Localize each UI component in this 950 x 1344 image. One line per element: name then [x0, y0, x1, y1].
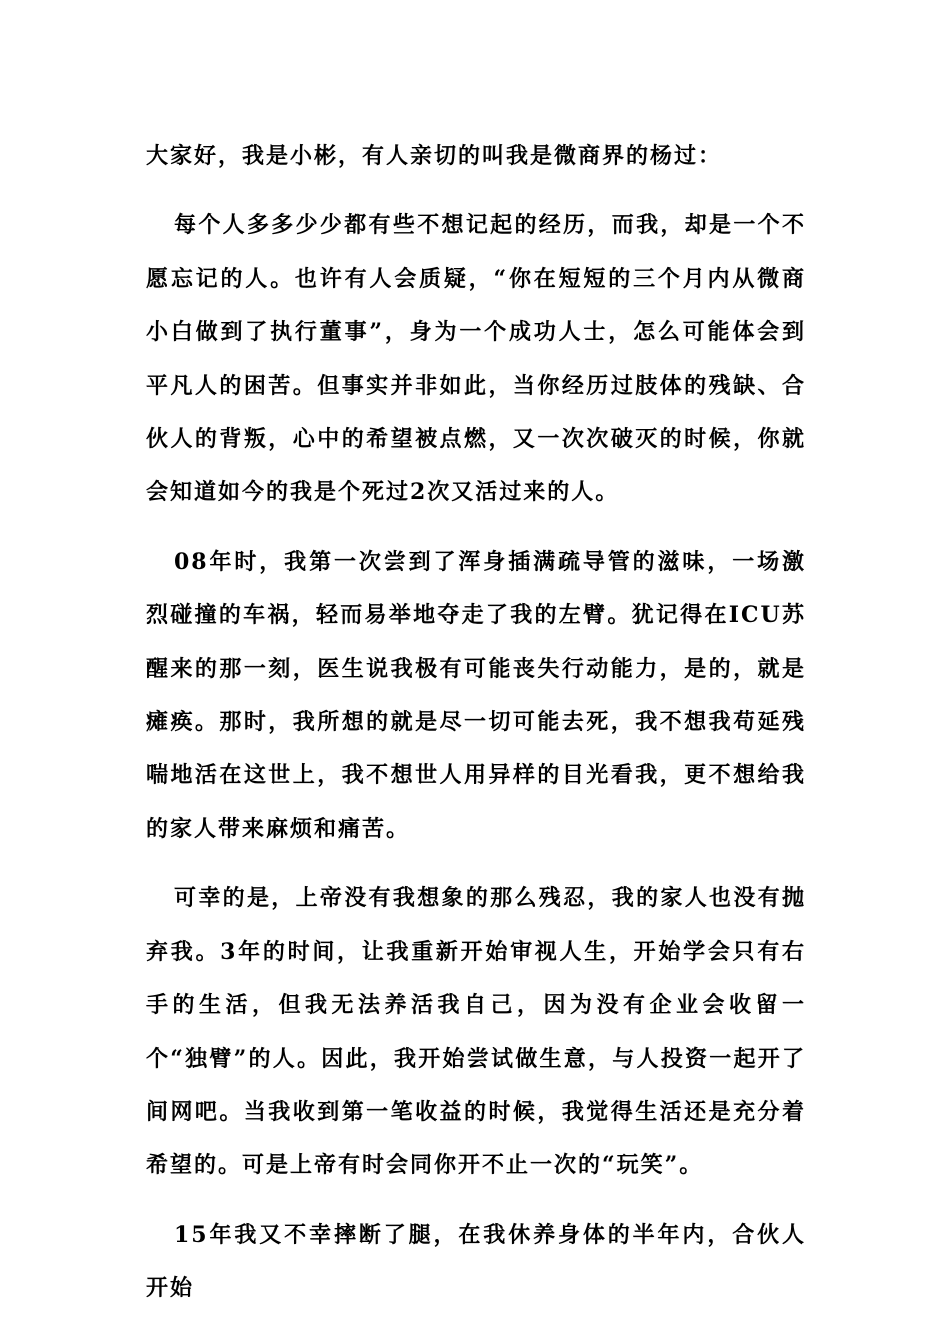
document-body	[146, 130, 806, 1332]
body-paragraph-3: 可幸的是，上帝没有我想象的那么残忍，我的家人也没有抛弃我。3年的时间，让我重新开始审视人生，开始学会只有右手的生活，但我无法养活我自己，因为没有企业会收留一个“独臂”的人。因此，我开始尝试做生意，与人投资一起开了间网吧。当我收到第一笔收益的时候，我觉得生活还是充分着希望的。可是上帝有时会同你开不止一次的“玩笑”。	[146, 885, 806, 1179]
body-paragraph-1: 每个人多多少少都有些不想记起的经历，而我，却是一个不愿忘记的人。也许有人会质疑，“你在短短的三个月内从微商小白做到了执行董事”，身为一个成功人士，怎么可能体会到平凡人的困苦。但事实并非如此，当你经历过肢体的残缺、合伙人的背叛，心中的希望被点燃，又一次次破灭的时候，你就会知道如今的我是个死过2次又活过来的人。	[146, 212, 806, 506]
greeting-paragraph: 大家好，我是小彬，有人亲切的叫我是微商界的杨过：	[146, 143, 723, 169]
body-paragraph-4: 15年我又不幸摔断了腿，在我休养身体的半年内，合伙人开始	[146, 1221, 806, 1302]
body-paragraph-2: 08年时，我第一次尝到了浑身插满疏导管的滋味，一场激烈碰撞的车祸，轻而易举地夺走了我的左臂。犹记得在ICU苏醒来的那一刻，医生说我极有可能丧失行动能力，是的，就是瘫痪。那时，我所想的就是尽一切可能去死，我不想我苟延残喘地活在这世上，我不想世人用异样的目光看我，更不想给我的家人带来麻烦和痛苦。	[146, 548, 806, 842]
